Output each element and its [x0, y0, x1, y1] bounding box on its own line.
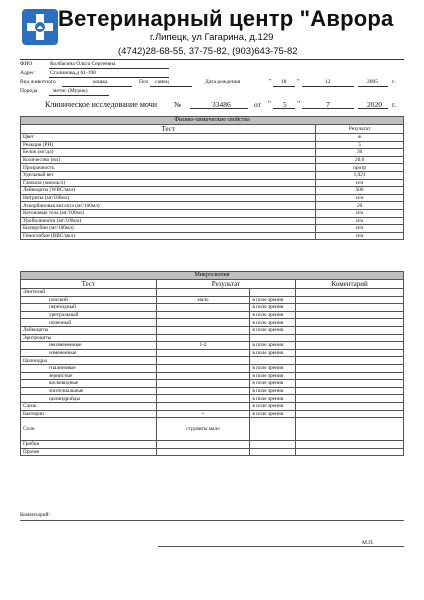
test-name: Гемоглобин (BBC/мкл) — [21, 232, 316, 240]
micro-field: в поле зрения — [250, 349, 296, 357]
micro-header-row — [21, 280, 404, 289]
test-name: Реакция (PH) — [21, 141, 316, 149]
micro-test-name: уретральный — [21, 311, 157, 319]
micro-comment — [296, 289, 404, 297]
table-row — [21, 395, 404, 403]
table-row — [21, 134, 404, 142]
test-name: Уробилиноген (мг/100мл) — [21, 217, 316, 225]
test-result: н/н — [316, 179, 404, 187]
micro-field: в поле зрения — [250, 402, 296, 410]
micro-result — [156, 357, 250, 365]
micro-comment — [296, 441, 404, 449]
micro-result: 1-2 — [156, 342, 250, 350]
comment-label: Коментарий: — [20, 512, 50, 518]
table-row — [21, 225, 404, 233]
micro-comment — [296, 342, 404, 350]
micro-test-name: Бактерии — [21, 410, 157, 418]
micro-section-row — [21, 272, 404, 280]
micro-result — [156, 380, 250, 388]
micro-test-name: Эпителий — [21, 289, 157, 297]
micro-test-name: Соли — [21, 418, 157, 441]
micro-test-name: плоский — [21, 296, 157, 304]
micro-field: в поле зрения — [250, 296, 296, 304]
micro-field: в поле зрения — [250, 319, 296, 327]
micro-comment — [296, 402, 404, 410]
micro-comment — [296, 372, 404, 380]
micro-col-result: Результат — [156, 280, 296, 289]
micro-test-name: неизмененные — [21, 342, 157, 350]
study-number-label: № — [174, 100, 182, 109]
micro-result — [156, 364, 250, 372]
micro-result — [156, 319, 250, 327]
micro-comment — [296, 357, 404, 365]
micro-result — [156, 289, 250, 297]
test-name: Цвет — [21, 134, 316, 142]
table-row — [21, 304, 404, 312]
micro-field — [250, 357, 296, 365]
micro-comment — [296, 380, 404, 388]
test-name: Количество (мл) — [21, 156, 316, 164]
micro-field: в поле зрения — [250, 342, 296, 350]
test-result: н/н — [316, 232, 404, 240]
micro-test-name: переходный — [21, 304, 157, 312]
micro-comment — [296, 296, 404, 304]
micro-result — [156, 387, 250, 395]
micro-test-name: Грибки — [21, 441, 157, 449]
test-result: 500 — [316, 187, 404, 195]
stamp-place-label: М.П. — [362, 540, 374, 546]
table-row — [21, 342, 404, 350]
micro-col-test: Тест — [21, 280, 157, 289]
table-row — [21, 194, 404, 202]
micro-section-title: Микроскопия — [21, 272, 404, 280]
micro-comment — [296, 319, 404, 327]
micro-result — [156, 304, 250, 312]
table-row — [21, 232, 404, 240]
species-value: кошка — [93, 79, 108, 85]
table-row — [21, 410, 404, 418]
micro-test-name: восковидные — [21, 380, 157, 388]
breed-value: метис (Мурик) — [53, 88, 88, 94]
micro-field — [250, 441, 296, 449]
micro-field: в поле зрения — [250, 311, 296, 319]
study-year: 2020 — [367, 100, 382, 109]
table-row — [21, 372, 404, 380]
table-row — [21, 380, 404, 388]
micro-field: в поле зрения — [250, 387, 296, 395]
micro-test-name: измененные — [21, 349, 157, 357]
table-row — [21, 156, 404, 164]
test-name: Белок (мг/дл) — [21, 149, 316, 157]
dob-year: 2005 — [367, 79, 378, 85]
test-name: Аскорбиновая кислота (мг/100мл) — [21, 202, 316, 210]
micro-result — [156, 402, 250, 410]
test-result: 1,021 — [316, 171, 404, 179]
physchem-table — [20, 116, 404, 240]
clinic-logo — [22, 9, 58, 45]
micro-field — [250, 334, 296, 342]
test-result: ж — [316, 134, 404, 142]
micro-test-name: Эритроциты — [21, 334, 157, 342]
clinic-address: г.Липецк, ул Гагарина, д.129 — [150, 32, 274, 43]
micro-comment — [296, 364, 404, 372]
micro-field — [250, 448, 296, 456]
micro-test-name: цилиндройды — [21, 395, 157, 403]
sex-label: Пол — [139, 79, 149, 85]
micro-test-name: зернистые — [21, 372, 157, 380]
micro-field — [250, 289, 296, 297]
fio-label: ФИО — [20, 61, 33, 67]
test-name: Лейкоциты (WBC/мкл) — [21, 187, 316, 195]
micro-field: в поле зрения — [250, 410, 296, 418]
fio-value: Колбасина Ольга Сергеевна — [50, 61, 116, 67]
micro-field: в поле зрения — [250, 304, 296, 312]
micro-field: в поле зрения — [250, 364, 296, 372]
micro-field: в поле зрения — [250, 380, 296, 388]
micro-comment — [296, 448, 404, 456]
table-row — [21, 217, 404, 225]
micro-comment — [296, 387, 404, 395]
micro-result: струвиты мало — [156, 418, 250, 441]
micro-result — [156, 326, 250, 334]
clinic-phones: (4742)28-68-55, 37-75-82, (903)643-75-82 — [118, 46, 298, 57]
table-row — [21, 296, 404, 304]
dob-day: 18 — [281, 79, 287, 85]
dob-label: Дата рождения — [205, 79, 241, 85]
study-month: 7 — [326, 100, 330, 109]
study-from-label: от — [254, 100, 261, 109]
address-value: Сталинова,д 61-190 — [50, 70, 97, 76]
study-year-suffix: г. — [392, 100, 397, 109]
micro-result — [156, 334, 250, 342]
table-row — [21, 319, 404, 327]
clinic-title: Ветеринарный центр "Аврора — [58, 6, 394, 31]
study-title: Клиническое исследование мочи — [45, 100, 158, 109]
header-divider — [20, 59, 404, 60]
test-result: прозр — [316, 164, 404, 172]
table-row — [21, 349, 404, 357]
physchem-col-result: Результат — [316, 125, 404, 134]
table-row — [21, 202, 404, 210]
table-row — [21, 141, 404, 149]
micro-comment — [296, 304, 404, 312]
micro-comment — [296, 410, 404, 418]
address-label: Адрес — [20, 70, 35, 76]
table-row — [21, 402, 404, 410]
table-row — [21, 326, 404, 334]
micro-test-name: Цилиндры — [21, 357, 157, 365]
table-row — [21, 179, 404, 187]
table-row — [21, 164, 404, 172]
micro-test-name: почечный — [21, 319, 157, 327]
micro-test-name: гиалиновые — [21, 364, 157, 372]
micro-result — [156, 395, 250, 403]
table-row — [21, 187, 404, 195]
micro-comment — [296, 311, 404, 319]
micro-result — [156, 441, 250, 449]
test-name: Кетоновые тела (мг/100мл) — [21, 209, 316, 217]
micro-test-name: эпителиальные — [21, 387, 157, 395]
table-row — [21, 448, 404, 456]
micro-field — [250, 418, 296, 441]
test-result: 5 — [316, 141, 404, 149]
table-row — [21, 171, 404, 179]
table-row — [21, 334, 404, 342]
micro-comment — [296, 326, 404, 334]
micro-field: в поле зрения — [250, 395, 296, 403]
micro-field: в поле зрения — [250, 372, 296, 380]
micro-test-name: Лейкоциты — [21, 326, 157, 334]
test-name: Билирубин (мг/100мл) — [21, 225, 316, 233]
comment-line — [20, 520, 404, 521]
table-row — [21, 149, 404, 157]
sex-value: самец — [155, 79, 169, 85]
micro-result: + — [156, 410, 250, 418]
micro-comment — [296, 418, 404, 441]
micro-field: в поле зрения — [250, 326, 296, 334]
test-result: н/н — [316, 217, 404, 225]
breed-label: Порода — [20, 88, 38, 94]
study-number: 33486 — [212, 100, 231, 109]
table-row — [21, 418, 404, 441]
test-result: н/н — [316, 225, 404, 233]
test-result: 30 — [316, 149, 404, 157]
physchem-col-test: Тест — [21, 125, 316, 134]
test-name: Прозрачность — [21, 164, 316, 172]
test-result: 20 — [316, 202, 404, 210]
species-label: Вид животного — [20, 79, 56, 85]
micro-test-name: Прочее — [21, 448, 157, 456]
micro-test-name: Слизь — [21, 402, 157, 410]
micro-comment — [296, 349, 404, 357]
test-result: н/н — [316, 194, 404, 202]
table-row — [21, 289, 404, 297]
micro-result — [156, 372, 250, 380]
test-result: 20,0 — [316, 156, 404, 164]
test-result: н/н — [316, 209, 404, 217]
test-name: Глюкоза (ммоль/л) — [21, 179, 316, 187]
table-row — [21, 209, 404, 217]
table-row — [21, 387, 404, 395]
table-row — [21, 357, 404, 365]
micro-result — [156, 311, 250, 319]
physchem-header-row — [21, 125, 404, 134]
micro-col-comment: Коментарий — [296, 280, 404, 289]
signature-line — [158, 546, 404, 547]
table-row — [21, 441, 404, 449]
dob-month: 12 — [325, 79, 331, 85]
table-row — [21, 311, 404, 319]
micro-result — [156, 448, 250, 456]
study-day: 5 — [283, 100, 287, 109]
test-name: Удельный вес — [21, 171, 316, 179]
physchem-section-row — [21, 117, 404, 125]
physchem-section-title: Физико-химические свойства — [21, 117, 404, 125]
micro-result — [156, 349, 250, 357]
test-name: Нитриты (мг/100мл) — [21, 194, 316, 202]
micro-comment — [296, 334, 404, 342]
dob-year-suffix: г. — [392, 79, 396, 85]
micro-comment — [296, 395, 404, 403]
microscopy-table — [20, 271, 404, 456]
table-row — [21, 364, 404, 372]
micro-result: мало — [156, 296, 250, 304]
